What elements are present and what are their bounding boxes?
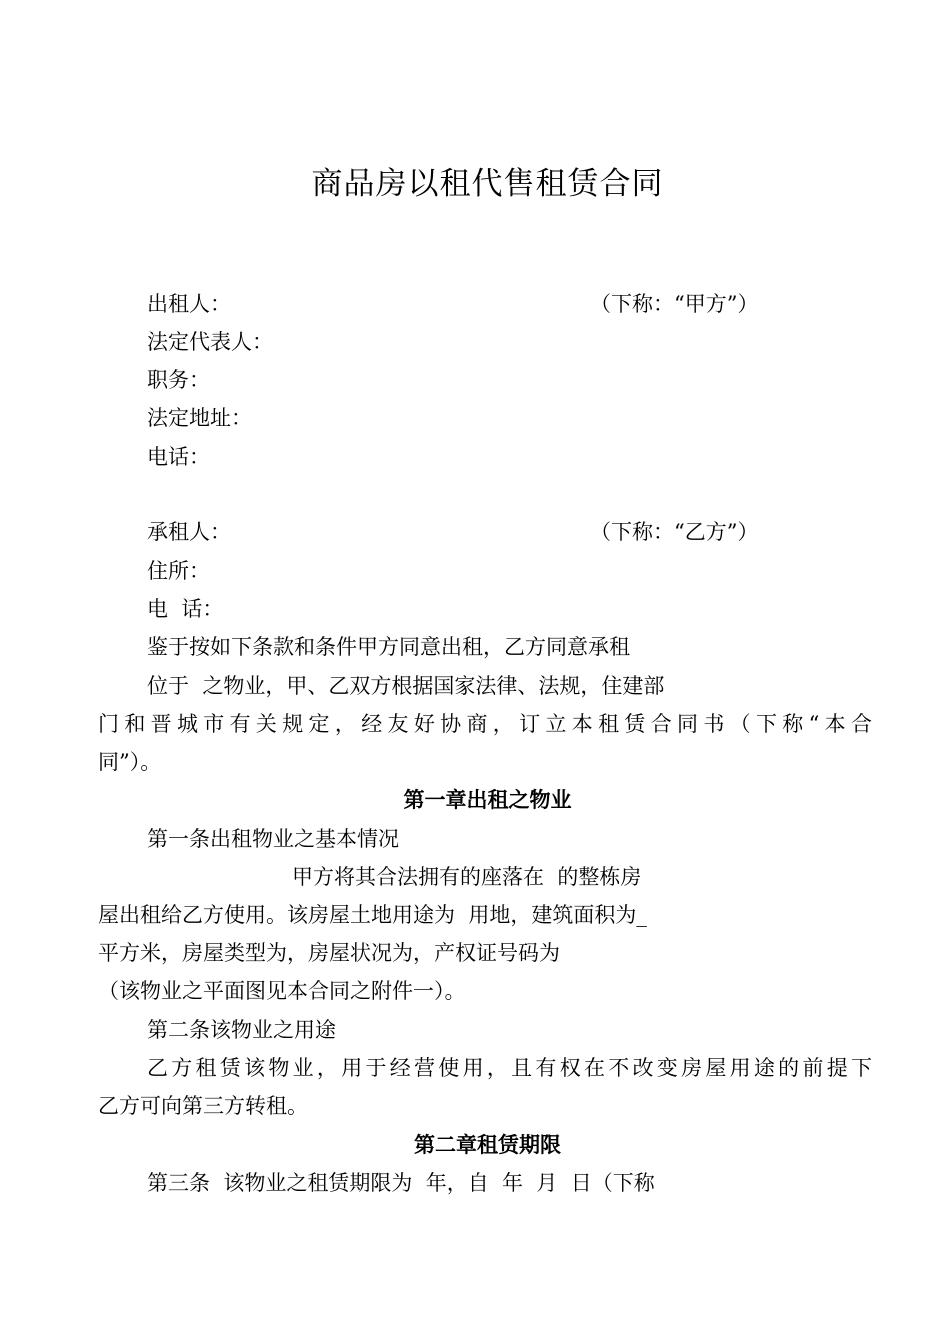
article-1-line-2: 屋出租给乙方使用。该房屋土地用途为 用地，建筑面积为_ [98,903,647,927]
lessee-alias: （下称：“乙方”） [590,520,759,544]
article-2-line-1: 乙方租赁该物业，用于经营使用，且有权在不改变房屋用途的前提下 [147,1056,872,1080]
preamble-line-1: 鉴于按如下条款和条件甲方同意出租，乙方同意承租 [147,635,630,659]
article-3-line-1: 第三条 该物业之租赁期限为 年，自 年 月 日（下称 [147,1171,655,1195]
lessor-address: 法定地址： [147,406,252,430]
lessee-label: 承租人： [147,520,231,544]
lessee-residence: 住所： [147,559,210,583]
article-1-line-4: （该物业之平面图见本合同之附件一）。 [98,979,466,1003]
article-1-title: 第一条出租物业之基本情况 [147,827,399,851]
preamble-line-4: 同”）。 [98,750,162,774]
lessee-phone: 电 话： [147,597,224,621]
article-1-line-1: 甲方将其合法拥有的座落在 的整栋房 [292,865,642,889]
lessor-phone: 电话： [147,445,210,469]
article-2-line-2: 乙方可向第三方转租。 [98,1094,308,1118]
lessor-alias: （下称：“甲方”） [590,292,759,316]
document-title: 商品房以租代售租赁合同 [311,166,664,202]
article-1-line-3: 平方米，房屋类型为，房屋状况为，产权证号码为 [98,941,560,965]
chapter-1-heading: 第一章出租之物业 [403,788,572,812]
preamble-line-2: 位于 之物业，甲、乙双方根据国家法律、法规，住建部 [147,674,665,698]
lessor-position: 职务： [147,368,210,392]
lessor-rep: 法定代表人： [147,330,273,354]
chapter-2-heading: 第二章租赁期限 [414,1133,561,1157]
article-2-title: 第二条该物业之用途 [147,1018,336,1042]
lessor-label: 出租人： [147,292,231,316]
preamble-line-3: 门和晋城市有关规定，经友好协商，订立本租赁合同书（下称“本合 [98,712,872,736]
